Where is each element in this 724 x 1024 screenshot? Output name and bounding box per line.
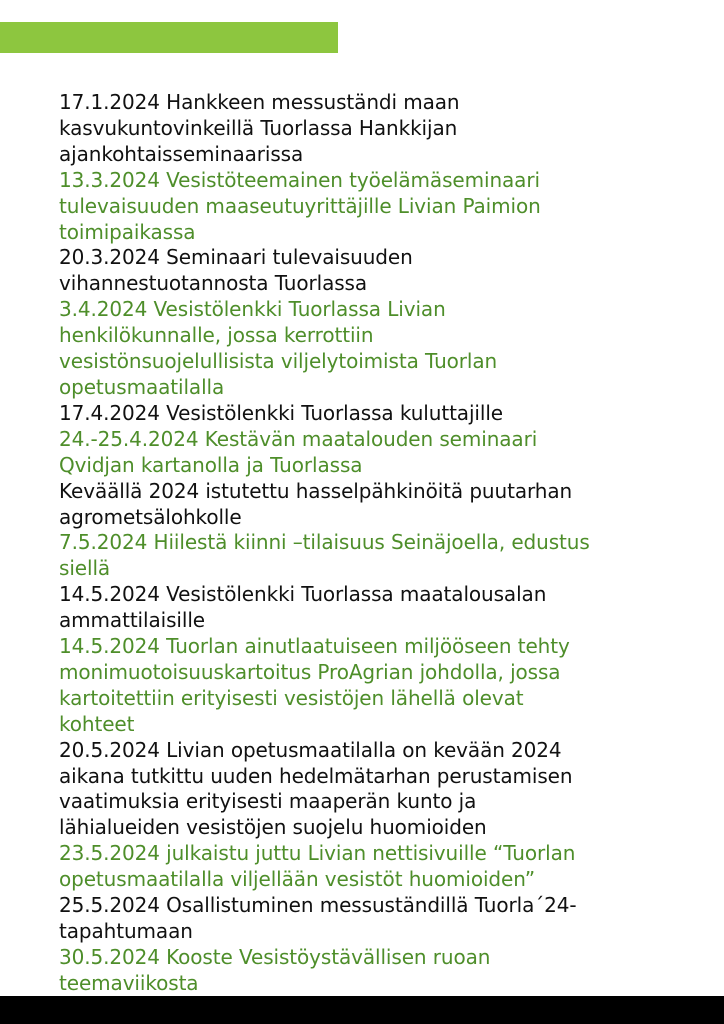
event-entry: 17.4.2024 Vesistölenkki Tuorlassa kuluttajille [59, 400, 503, 425]
event-entry: 20.3.2024 Seminaari tulevaisuuden vihannestuotannosta Tuorlassa [59, 245, 413, 296]
event-entry: 13.3.2024 Vesistöteemainen työelämäseminaari tulevaisuuden maaseutuyrittäjille Livian Paimion toimipaikassa [59, 167, 541, 244]
event-entry: 7.5.2024 Hiilestä kiinni –tilaisuus Seinäjoella, edustus siellä [59, 530, 590, 581]
event-list [59, 90, 659, 997]
event-entry: 14.5.2024 Tuorlan ainutlaatuiseen miljööseen tehty monimuotoisuuskartoitus ProAgrian johdolla, jossa kartoitettiin erityisesti vesistöjen lähellä olevat kohteet [59, 634, 570, 736]
event-entry: 30.5.2024 Kooste Vesistöystävällisen ruoan teemaviikosta [59, 944, 491, 995]
event-entry: 25.5.2024 Osallistuminen messuständillä Tuorla´24- tapahtumaan [59, 893, 577, 943]
footer-bar [0, 996, 724, 1024]
event-entry: 17.1.2024 Hankkeen messustӓndi maan kasvukuntovinkeillä Tuorlassa Hankkijan ajankohtaisseminaarissa [59, 90, 460, 166]
event-entry: Keväällä 2024 istutettu hasselpähkinöitä puutarhan agrometsälohkolle [59, 478, 573, 529]
event-entry: 14.5.2024 Vesistölenkki Tuorlassa maatalousalan ammattilaisille [59, 582, 547, 633]
event-entry: 3.4.2024 Vesistölenkki Tuorlassa Livian henkilökunnalle, jossa kerrottiin vesistönsuojelullisista viljelytoimista Tuorlan opetusmaatilalla [59, 297, 498, 399]
header-accent-bar [0, 22, 338, 53]
event-entry: 24.-25.4.2024 Kestävän maatalouden seminaari Qvidjan kartanolla ja Tuorlassa [59, 426, 538, 477]
event-entry: 20.5.2024 Livian opetusmaatilalla on kevään 2024 aikana tutkittu uuden hedelmätarhan perustamisen vaatimuksia erityisesti maaperän kunto ja lähialueiden vesistöjen suojelu huomioiden [59, 737, 573, 840]
event-entry: 23.5.2024 julkaistu juttu Livian nettisivuille “Tuorlan opetusmaatilalla viljellään vesistöt huomioiden” [59, 841, 576, 892]
